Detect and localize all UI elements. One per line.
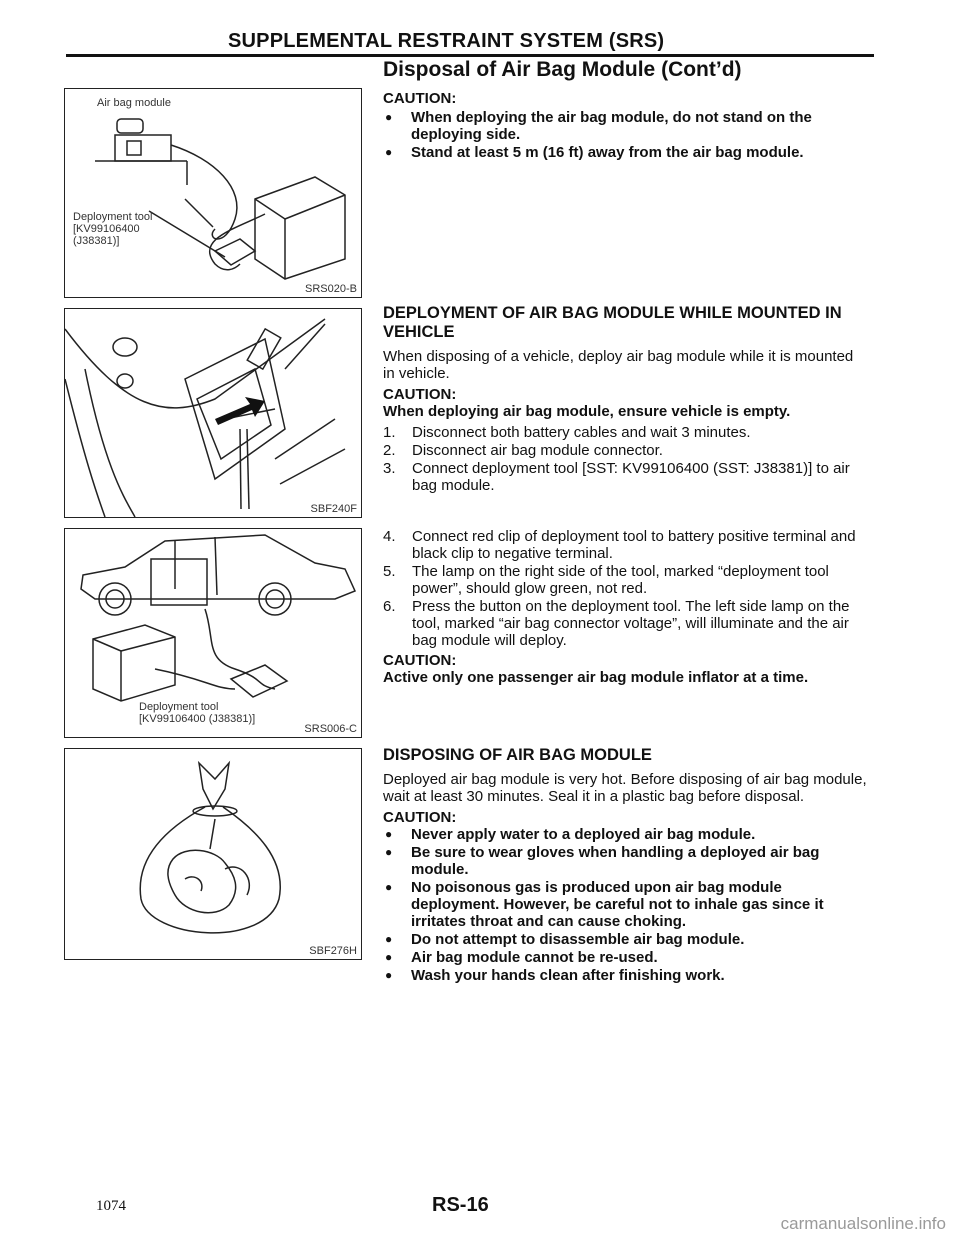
page-header: SUPPLEMENTAL RESTRAINT SYSTEM (SRS) [228, 30, 665, 52]
caution-bullet: ● Stand at least 5 m (16 ft) away from the air bag module. [383, 144, 869, 161]
step-text: Disconnect air bag module connector. [412, 442, 663, 459]
step-text: Press the button on the deployment tool. The left side lamp on the tool, marked “air bag connector voltage”, will illuminate and the air bag module will deploy. [412, 598, 850, 649]
caution-bullet: ● Be sure to wear gloves when handling a deployed air bag module. [383, 844, 869, 878]
caution-bullet: ● Never apply water to a deployed air bag module. [383, 826, 869, 843]
caution-bullet: ● Wash your hands clean after finishing work. [383, 967, 869, 984]
figure-module-connector [64, 308, 362, 518]
step-text: Connect red clip of deployment tool to battery positive terminal and black clip to negative terminal. [412, 528, 856, 562]
watermark: carmanualsonline.info [780, 1214, 946, 1233]
label-air-bag-module: Air bag module [97, 97, 171, 109]
figure-code: SRS006-C [304, 723, 357, 735]
section-disposing [383, 746, 869, 985]
step-text: Connect deployment tool [SST: KV99106400 (SST: J38381)] to air bag module. [412, 460, 850, 494]
figure-4-illustration [65, 749, 361, 959]
caution-bullet: ● Do not attempt to disassemble air bag module. [383, 931, 869, 948]
step-item [383, 598, 869, 649]
intro-caution-block [383, 90, 869, 162]
figure-2-illustration [65, 309, 361, 517]
caution-bullet: ● Air bag module cannot be re-used. [383, 949, 869, 966]
step-number: 2. [383, 442, 396, 459]
header-rule [66, 54, 874, 57]
caution-bullet: ● When deploying the air bag module, do not stand on the deploying side. [383, 109, 869, 143]
section-paragraph: Deployed air bag module is very hot. Before disposing of air bag module, wait at least 30 minutes. Seal it in a plastic bag before disposal. [383, 771, 867, 805]
figure-code: SBF240F [310, 503, 357, 515]
label-deployment-tool: Deployment tool [KV99106400 (J38381)] [139, 701, 256, 725]
page-number: 1074 [96, 1198, 126, 1214]
step-text: Disconnect both battery cables and wait 3 minutes. [412, 424, 751, 441]
caution-text: When deploying air bag module, ensure vehicle is empty. [383, 403, 791, 420]
caution-bullet: ● No poisonous gas is produced upon air bag module deployment. However, be careful not to inhale gas since it irritates throat and can cause choking. [383, 879, 869, 930]
step-item [383, 460, 869, 494]
section-heading: DISPOSING OF AIR BAG MODULE [383, 746, 652, 764]
step-number: 5. [383, 563, 396, 580]
step-number: 3. [383, 460, 396, 477]
step-item [383, 442, 869, 459]
figure-vehicle-deployment [64, 528, 362, 738]
step-item [383, 528, 869, 562]
figure-code: SBF276H [309, 945, 357, 957]
label-deployment-tool: Deployment tool [KV99106400 (J38381)] [73, 211, 153, 247]
step-text: The lamp on the right side of the tool, marked “deployment tool power”, should glow green, not red. [412, 563, 829, 597]
section-deployment-mounted [383, 304, 869, 495]
caution-label: CAUTION: [383, 809, 457, 826]
page-code: RS-16 [432, 1194, 489, 1216]
caution-label: CAUTION: [383, 90, 457, 107]
figure-1-illustration [65, 89, 361, 297]
page-subtitle: Disposal of Air Bag Module (Cont’d) [383, 58, 742, 81]
section-deployment-steps-cont [383, 528, 869, 686]
figure-code: SRS020-B [305, 283, 357, 295]
step-number: 1. [383, 424, 396, 441]
caution-label: CAUTION: [383, 386, 457, 403]
section-paragraph: When disposing of a vehicle, deploy air bag module while it is mounted in vehicle. [383, 348, 854, 382]
figure-air-bag-module-tool [64, 88, 362, 298]
caution-text: Active only one passenger air bag module inflator at a time. [383, 669, 809, 686]
caution-label: CAUTION: [383, 652, 457, 669]
step-item [383, 563, 869, 597]
step-item [383, 424, 869, 441]
figure-sealed-bag [64, 748, 362, 960]
step-number: 4. [383, 528, 396, 545]
step-number: 6. [383, 598, 396, 615]
section-heading: DEPLOYMENT OF AIR BAG MODULE WHILE MOUNTED IN VEHICLE [383, 304, 842, 341]
